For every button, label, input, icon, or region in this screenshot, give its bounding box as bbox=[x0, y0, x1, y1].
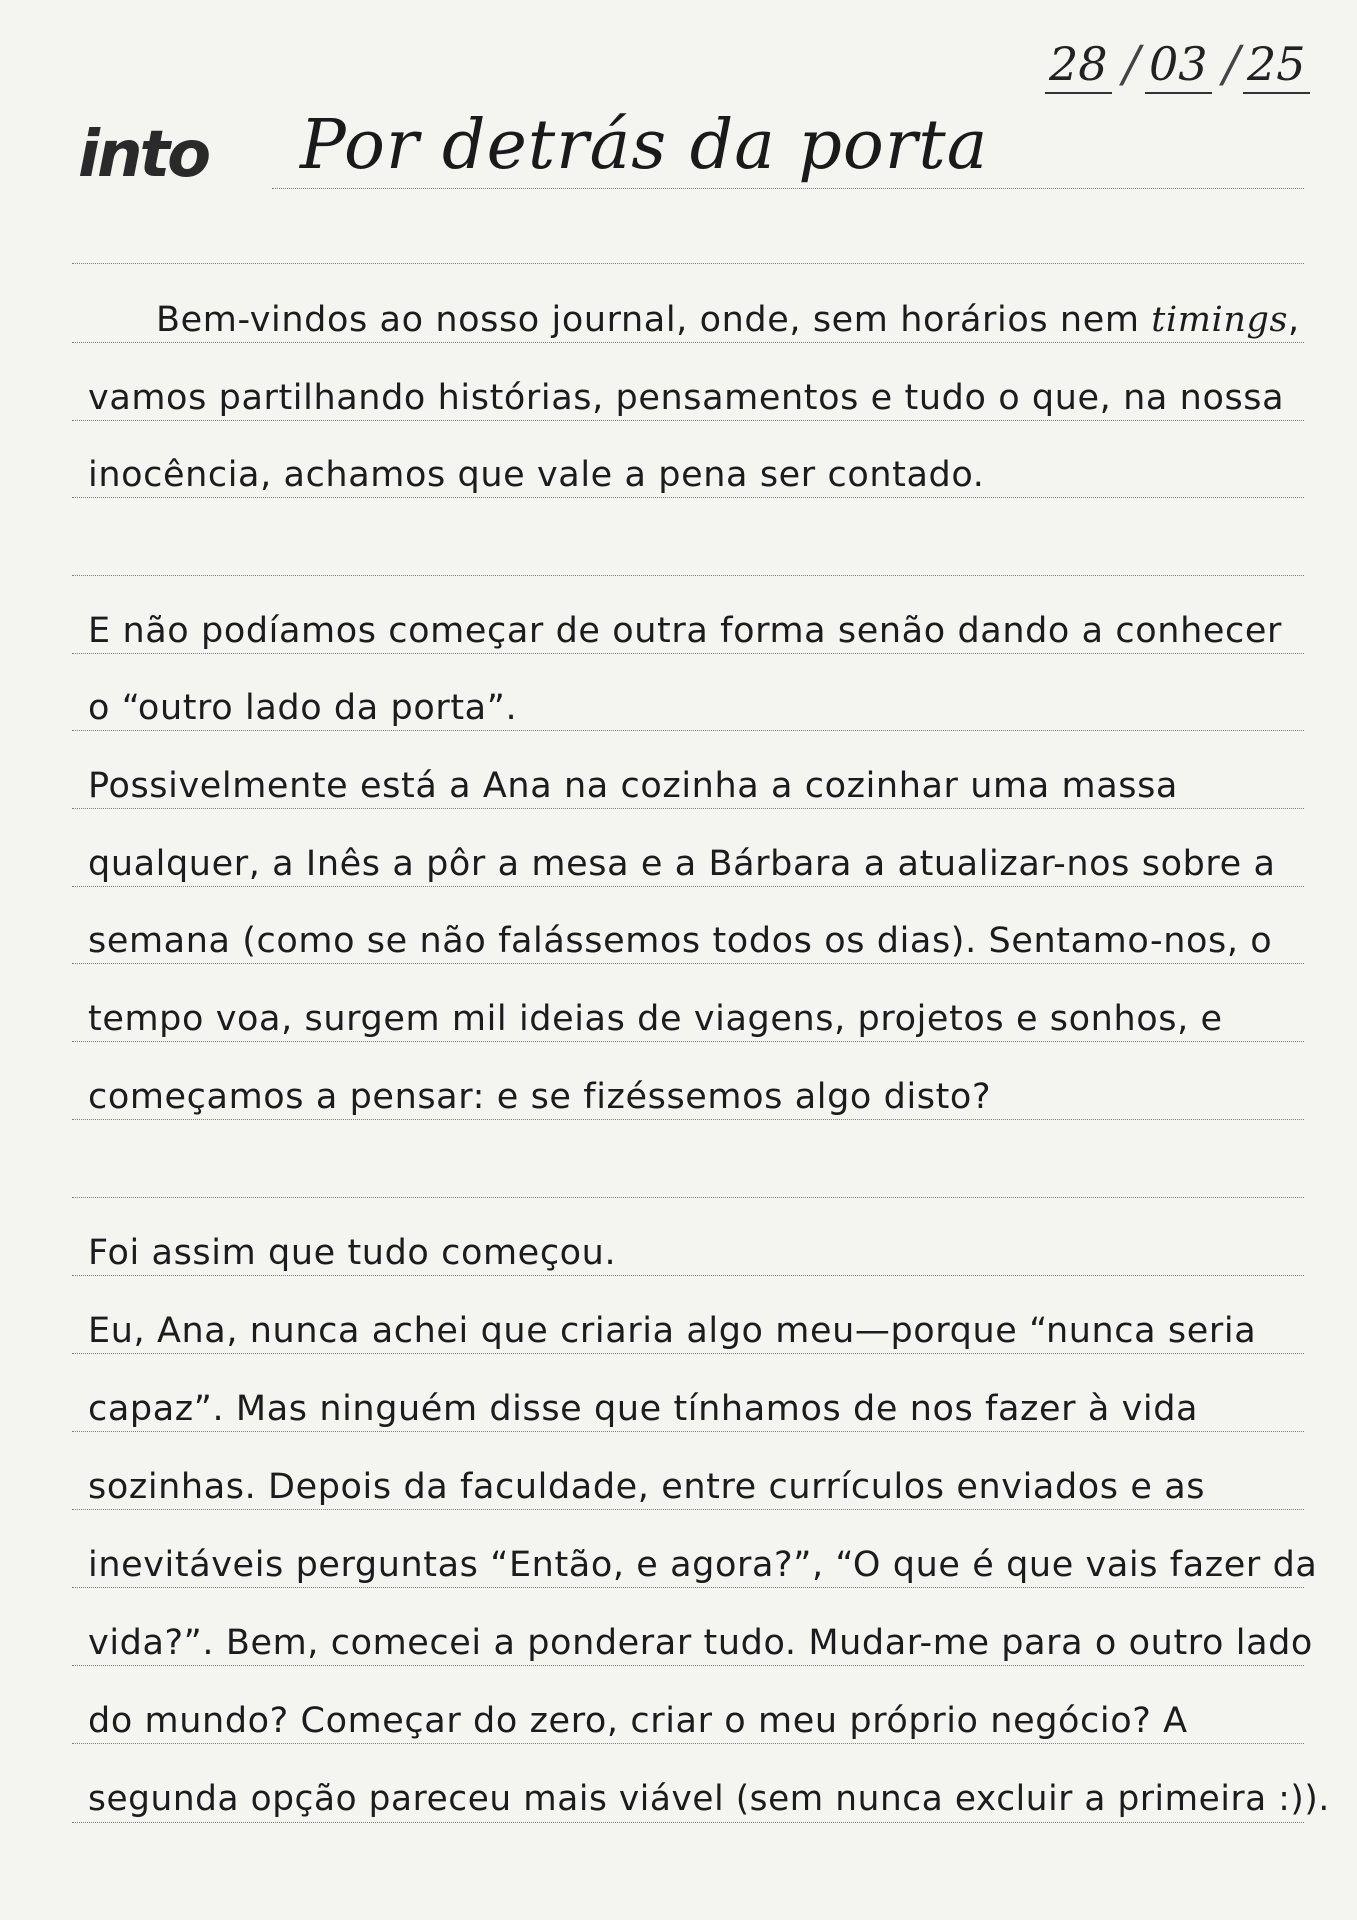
ruled-line bbox=[72, 1431, 1304, 1432]
text-line: o “outro lado da porta”. bbox=[88, 688, 518, 728]
ruled-line bbox=[72, 1275, 1304, 1276]
ruled-line bbox=[72, 730, 1304, 731]
entry-date bbox=[1045, 35, 1315, 98]
text-line: Bem-vindos ao nosso journal, onde, sem horários nem timings, bbox=[156, 300, 1300, 340]
page-title: Por detrás da porta bbox=[300, 106, 989, 185]
date-separator: / bbox=[1123, 35, 1140, 93]
ruled-line bbox=[72, 886, 1304, 887]
ruled-line bbox=[72, 263, 1304, 264]
text-line: do mundo? Começar do zero, criar o meu próprio negócio? A bbox=[88, 1701, 1188, 1741]
ruled-line bbox=[72, 1743, 1304, 1744]
emphasis: timings bbox=[1151, 300, 1289, 340]
ruled-line bbox=[72, 575, 1304, 576]
date-separator: / bbox=[1223, 35, 1240, 93]
ruled-line bbox=[72, 1822, 1304, 1823]
text-line: capaz”. Mas ninguém disse que tínhamos de nos fazer à vida bbox=[88, 1389, 1199, 1429]
text-line: vamos partilhando histórias, pensamentos e tudo o que, na nossa bbox=[88, 378, 1285, 418]
ruled-line bbox=[72, 497, 1304, 498]
header-label: into bbox=[78, 118, 209, 192]
ruled-line bbox=[72, 342, 1304, 343]
ruled-line bbox=[72, 808, 1304, 809]
text-line: Possivelmente está a Ana na cozinha a cozinhar uma massa bbox=[88, 766, 1178, 806]
text-line: inocência, achamos que vale a pena ser contado. bbox=[88, 455, 985, 495]
text-line: E não podíamos começar de outra forma senão dando a conhecer bbox=[88, 611, 1282, 651]
text-line: tempo voa, surgem mil ideias de viagens, projetos e sonhos, e bbox=[88, 999, 1223, 1039]
text-line: Foi assim que tudo começou. bbox=[88, 1233, 617, 1273]
ruled-line bbox=[72, 1041, 1304, 1042]
text-line: segunda opção pareceu mais viável (sem nunca excluir a primeira :)). bbox=[88, 1779, 1330, 1819]
ruled-line bbox=[72, 1353, 1304, 1354]
date-day: 28 bbox=[1045, 38, 1112, 94]
text-line: semana (como se não falássemos todos os dias). Sentamo-nos, o bbox=[88, 921, 1273, 961]
ruled-line bbox=[72, 963, 1304, 964]
ruled-line bbox=[72, 1587, 1304, 1588]
text-line: começamos a pensar: e se fizéssemos algo disto? bbox=[88, 1077, 992, 1117]
text-line: Eu, Ana, nunca achei que criaria algo meu—porque “nunca seria bbox=[88, 1311, 1257, 1351]
text-line: vida?”. Bem, comecei a ponderar tudo. Mudar-me para o outro lado bbox=[88, 1623, 1313, 1663]
date-month: 03 bbox=[1145, 38, 1212, 94]
ruled-line bbox=[72, 420, 1304, 421]
ruled-line bbox=[72, 1197, 1304, 1198]
text-line: inevitáveis perguntas “Então, e agora?”, “O que é que vais fazer da bbox=[88, 1545, 1318, 1585]
ruled-line bbox=[72, 1119, 1304, 1120]
text-line: sozinhas. Depois da faculdade, entre currículos enviados e as bbox=[88, 1467, 1206, 1507]
text-line: qualquer, a Inês a pôr a mesa e a Bárbara a atualizar-nos sobre a bbox=[88, 844, 1276, 884]
ruled-line bbox=[72, 653, 1304, 654]
title-rule bbox=[272, 188, 1304, 189]
date-year: 25 bbox=[1243, 38, 1310, 94]
ruled-line bbox=[72, 1509, 1304, 1510]
ruled-line bbox=[72, 1665, 1304, 1666]
